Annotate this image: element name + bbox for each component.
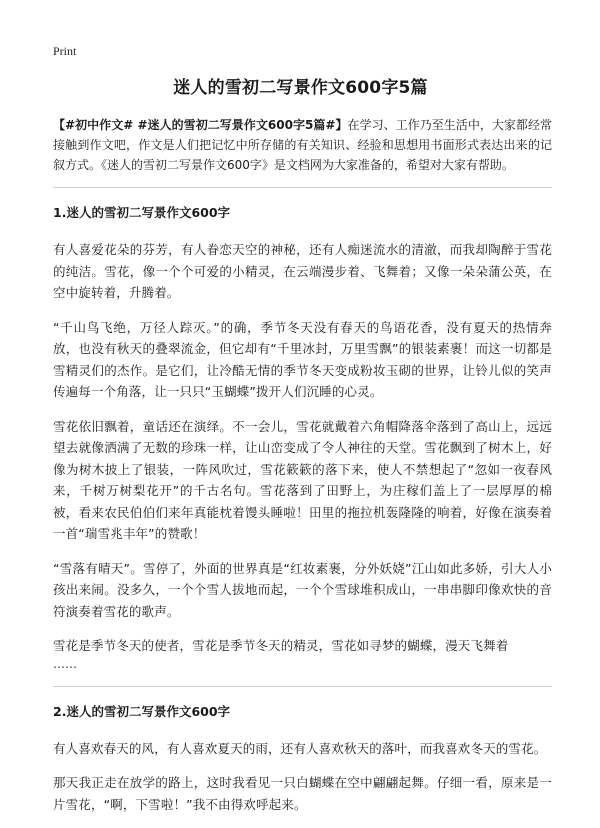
paragraph: 雪花依旧飘着，童话还在演绎。不一会儿，雪花就戴着六角帽降落伞落到了高山上，远远望去就像洒满了无数的珍珠一样，让山峦变成了令人神往的天堂。雪花飘到了树木上，好像为树木披上了银装，一阵风吹过，雪花簌簌的落下来，使人不禁想起了“忽如一夜春风来，千树万树梨花开”的千古名句。雪花落到了田野上，为庄稼们盖上了一层厚厚的棉被，看来农民伯伯们来年真能枕着馒头睡啦！田里的拖拉机轰隆隆的响着，好像在演奏着一首“瑞雪兆丰年”的赞歌！ xyxy=(53,418,552,541)
intro-paragraph xyxy=(53,115,552,175)
print-label: Print xyxy=(53,44,77,58)
section-divider xyxy=(53,686,552,687)
paragraph: 那天我正走在放学的路上，这时我看见一只白蝴蝶在空中翩翩起舞。仔细一看，原来是一片雪花，“啊，下雪啦！”我不由得欢呼起来。 xyxy=(53,775,552,812)
intro-text: 在学习、工作乃至生活中，大家都经常接触到作文吧，作文是人们把记忆中所存储的有关知识、经验和思想用书面形式表达出来的记叙方式。《迷人的雪初二写景作文600字》是文档网为大家准备的，希望对大家有帮助。 xyxy=(53,118,552,172)
intro-tag: 【#初中作文# #迷人的雪初二写景作文600字5篇#】 xyxy=(53,118,348,132)
section-heading: 2.迷人的雪初二写景作文600字 xyxy=(53,703,231,719)
paragraph: 有人喜爱花朵的芬芳，有人眷恋天空的神秘，还有人痴迷流水的清澈，而我却陶醉于雪花的纯洁。雪花，像一个个可爱的小精灵，在云端漫步着、飞舞着；又像一朵朵蒲公英，在空中旋转着，升腾着。 xyxy=(53,242,552,300)
paragraph: “雪落有晴天”。雪停了，外面的世界真是“红妆素裹，分外妖娆”江山如此多娇，引大人小孩出来闹。没多久，一个个雪人拔地而起，一个个雪球堆积成山，一串串脚印像欢快的音符演奏着雪花的歌声。 xyxy=(53,560,552,619)
paragraph: 有人喜欢春天的风，有人喜欢夏天的雨，还有人喜欢秋天的落叶，而我喜欢冬天的雪花。 xyxy=(53,740,547,756)
section-divider xyxy=(53,187,552,188)
section-heading: 1.迷人的雪初二写景作文600字 xyxy=(53,205,231,220)
document-title: 迷人的雪初二写景作文600字5篇 xyxy=(173,78,428,98)
section-1 xyxy=(49,204,552,670)
ellipsis: …… xyxy=(53,656,77,671)
paragraph: “千山鸟飞绝，万径人踪灭。”的确，季节冬天没有春天的鸟语花香，没有夏天的热情奔放，也没有秋天的叠翠流金，但它却有“千里冰封，万里雪飘”的银装素裹！而这一切都是雪精灵们的杰作。是它们，让冷酷无情的季节冬天变成粉妆玉砌的世界，让铃儿似的笑声传遍每一个角落，让一只只“玉蝴蝶”拨开人们沉睡的心灵。 xyxy=(53,319,552,399)
section-2 xyxy=(49,703,552,816)
paragraph: 雪花是季节冬天的使者，雪花是季节冬天的精灵，雪花如寻梦的蝴蝶，漫天飞舞着 xyxy=(53,638,509,653)
